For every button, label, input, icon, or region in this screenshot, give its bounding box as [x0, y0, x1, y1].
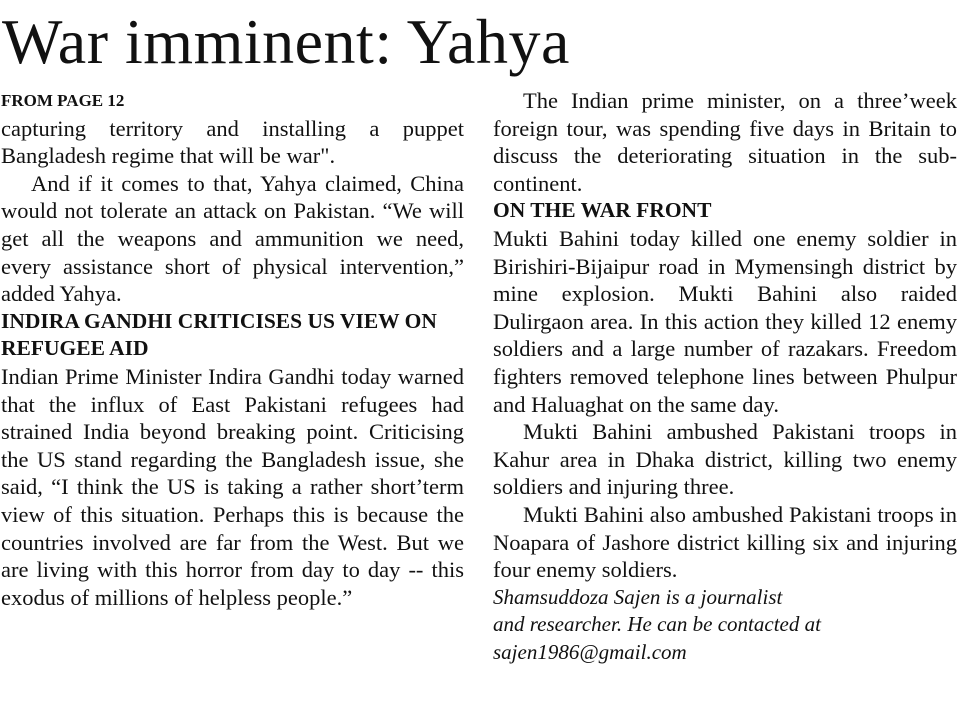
section-subhead: INDIRA GANDHI CRITICISES US VIEW ON REFUGEE AID — [1, 308, 437, 361]
paragraph: And if it comes to that, Yahya claimed, China would not tolerate an attack on Pakistan. “We will get all the weapons and ammunition we need, every assistance short of physical intervention,” added Yahya. — [1, 170, 464, 307]
right-column — [493, 87, 957, 666]
author-email: sajen1986@gmail.com — [493, 639, 687, 664]
paragraph: Mukti Bahini today killed one enemy soldier in Birishiri-Bijaipur road in Mymensingh district by mine explosion. Mukti Bahini also raided Dulirgaon area. In this action they killed 12 enemy soldiers and a large number of razakars. Freedom fighters removed telephone lines between Phulpur and Haluaghat on the same day. — [493, 225, 957, 417]
section-subhead: ON THE WAR FRONT — [493, 198, 712, 223]
paragraph: capturing territory and installing a puppet Bangladesh regime that will be war". — [1, 115, 464, 169]
continued-from-label: FROM PAGE 12 — [1, 91, 125, 110]
headline: War imminent: Yahya — [2, 6, 570, 77]
paragraph: Mukti Bahini ambushed Pakistani troops in Kahur area in Dhaka district, killing two enemy soldiers and injuring three. — [493, 419, 957, 500]
left-column — [1, 87, 464, 611]
paragraph: Indian Prime Minister Indira Gandhi today warned that the influx of East Pakistani refugees had strained India beyond breaking point. Criticising the US stand regarding the Bangladesh issue, she said, “I think the US is taking a rather short’term view of this situation. Perhaps this is because the countries involved are far from the West. But we are living with this horror from day to day -- this exodus of millions of helpless people.” — [1, 363, 464, 610]
paragraph: The Indian prime minister, on a three’week foreign tour, was spending five days in Britain to discuss the deteriorating situation in the sub-continent. — [493, 88, 957, 196]
author-byline: and researcher. He can be contacted at — [493, 612, 821, 637]
paragraph: Mukti Bahini also ambushed Pakistani troops in Noapara of Jashore district killing six and injuring four enemy soldiers. — [493, 501, 957, 583]
author-byline: Shamsuddoza Sajen is a journalist — [493, 584, 783, 609]
